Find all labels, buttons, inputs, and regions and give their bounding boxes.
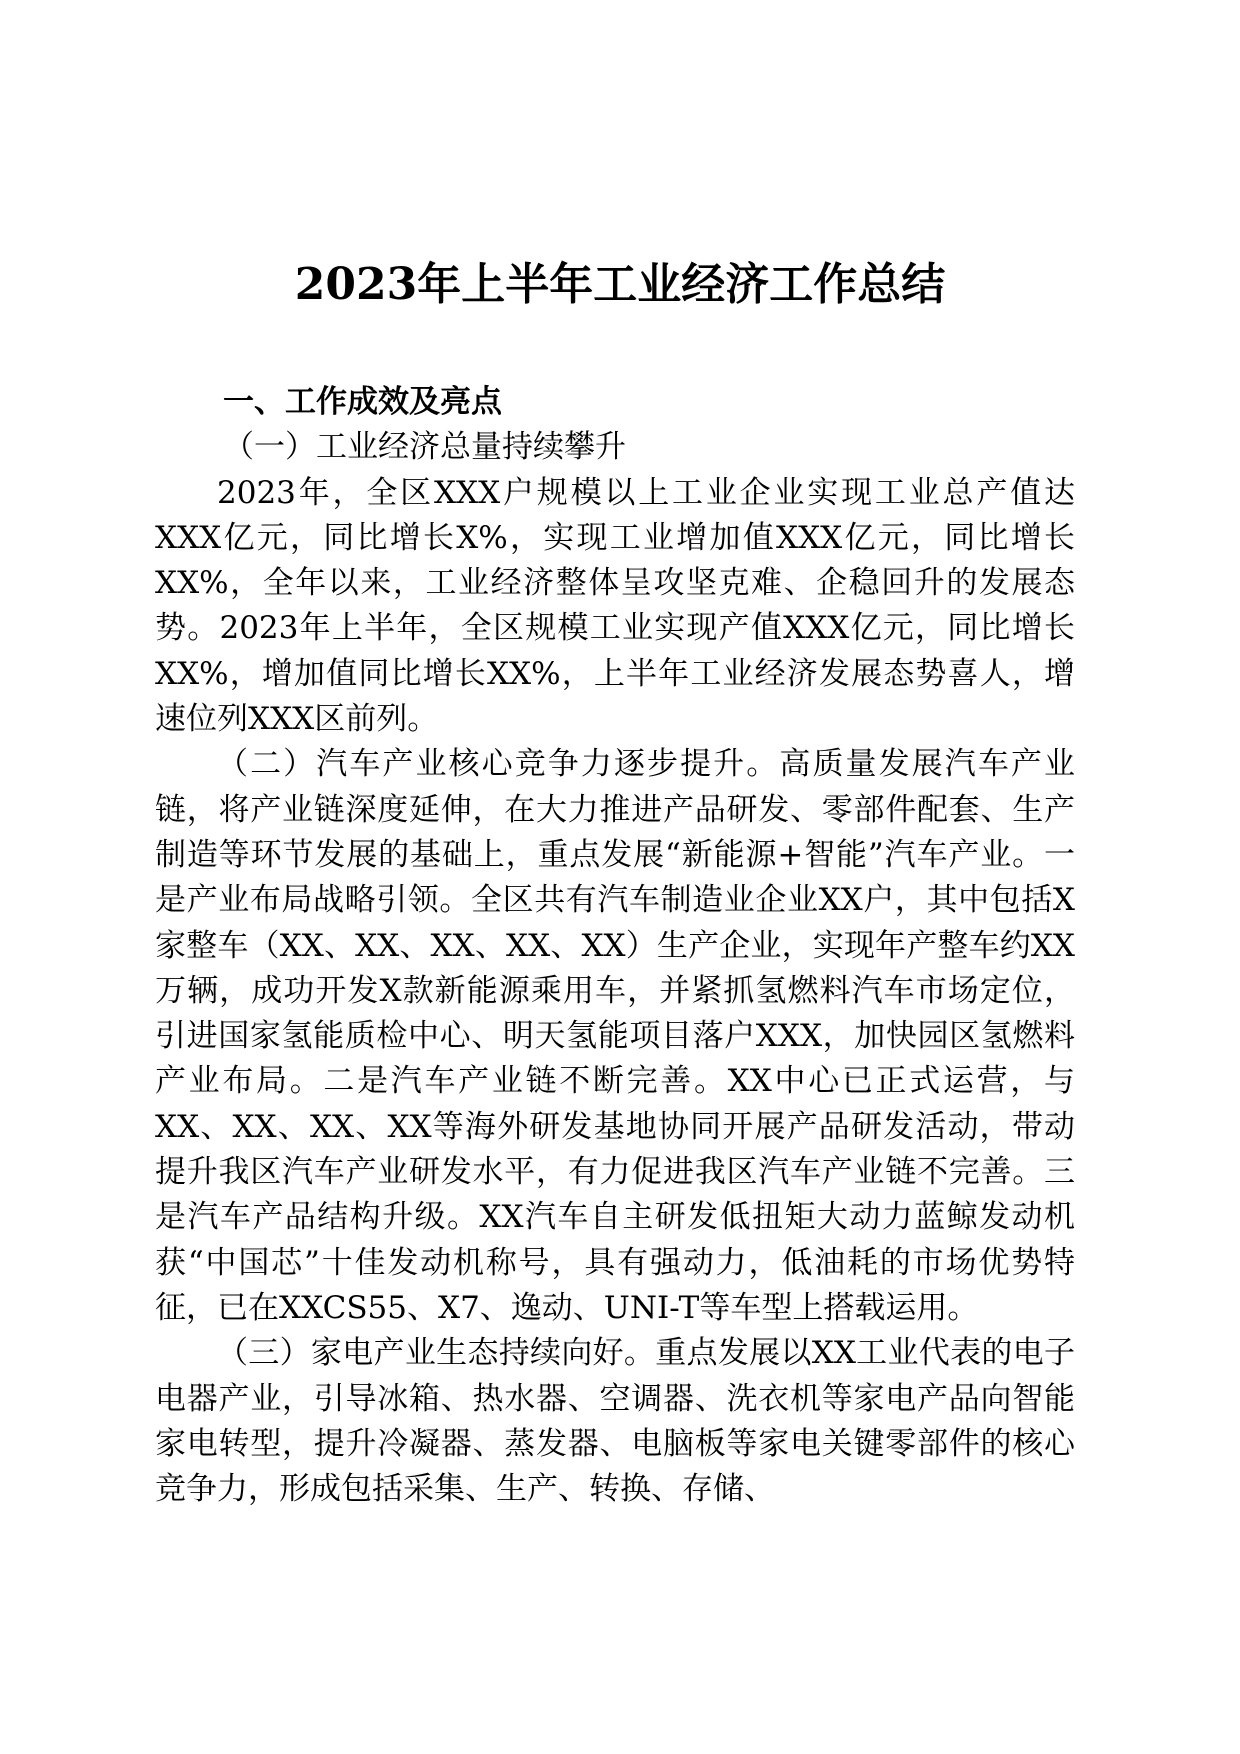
subsection-heading-1: （一）工业经济总量持续攀升	[223, 429, 626, 466]
section-heading: 一、工作成效及亮点	[223, 384, 502, 420]
document-title: 2023年上半年工业经济工作总结	[294, 259, 946, 310]
paragraph-3-text: 重点发展以XX工业代表的电子电器产业，引导冰箱、热水器、空调器、洗衣机等家电产品向智能家电转型，提升冷凝器、蒸发器、电脑板等家电关键零部件的核心竞争力，形成包括采集、生产、转换、存储、	[155, 1335, 1075, 1508]
paragraph-2-text: 高质量发展汽车产业链，将产业链深度延伸，在大力推进产品研发、零部件配套、生产制造等环节发展的基础上，重点发展“新能源+智能”汽车产业。一是产业布局战略引领。全区共有汽车制造业企业XX户，其中包括X家整车（XX、XX、XX、XX、XX）生产企业，实现年产整车约XX万辆，成功开发X款新能源乘用车，并紧抓氢燃料汽车市场定位，引进国家氢能质检中心、明天氢能项目落户XXX，加快园区氢燃料产业布局。二是汽车产业链不断完善。XX中心已正式运营，与XX、XX、XX、XX等海外研发基地协同开展产品研发活动，带动提升我区汽车产业研发水平，有力促进我区汽车产业链不完善。三是汽车产品结构升级。XX汽车自主研发低扭矩大动力蓝鲸发动机获“中国芯”十佳发动机称号，具有强动力，低油耗的市场优势特征，已在XXCS55、X7、逸动、UNI-T等车型上搭载运用。	[155, 746, 1075, 1326]
paragraph-2	[155, 742, 1075, 1331]
document-body	[155, 380, 1075, 1512]
subsection-lead-2: （二）汽车产业核心竞争力逐步提升。	[217, 746, 780, 783]
paragraph-3	[155, 1331, 1075, 1512]
paragraph-1: 2023年，全区XXX户规模以上工业企业实现工业总产值达XXX亿元，同比增长X%，实现工业增加值XXX亿元，同比增长XX%，全年以来，工业经济整体呈攻坚克难、企稳回升的发展态势。2023年上半年，全区规模工业实现产值XXX亿元，同比增长XX%，增加值同比增长XX%，上半年工业经济发展态势喜人，增速位列XXX区前列。	[155, 474, 1075, 738]
subsection-lead-3: （三）家电产业生态持续向好。	[217, 1335, 656, 1372]
